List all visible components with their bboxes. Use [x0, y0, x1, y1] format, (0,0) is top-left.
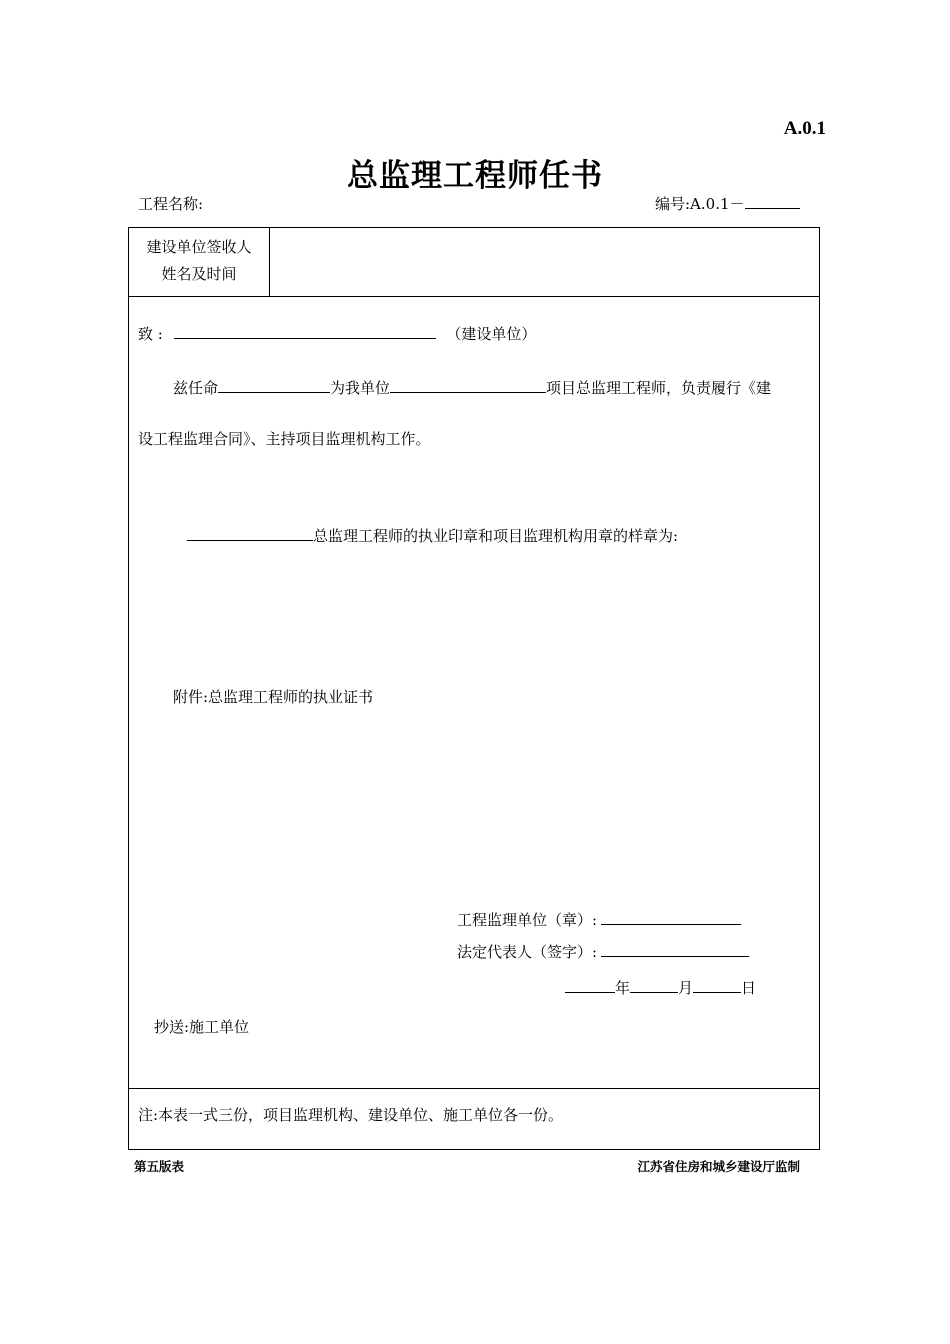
date-line: 年 月 日: [565, 976, 756, 998]
appointee-blank[interactable]: [218, 376, 330, 393]
project-blank[interactable]: [390, 376, 546, 393]
to-line: [138, 316, 536, 344]
year-blank[interactable]: [565, 976, 615, 993]
divider: [129, 296, 819, 297]
appoint-line-2: 设工程监理合同》、主持项目监理机构工作。: [138, 430, 431, 448]
cc-line: 抄送:施工单位: [154, 1018, 250, 1036]
engineer-blank[interactable]: [187, 524, 313, 541]
number-blank[interactable]: [745, 194, 800, 209]
page-title: 总监理工程师任书: [347, 158, 603, 194]
rep-line: 法定代表人（签字）:: [457, 940, 749, 962]
attachment: 附件:总监理工程师的执业证书: [173, 688, 374, 706]
to-label: 致 :: [138, 325, 163, 343]
seal-line: 总监理工程师的执业印章和项目监理机构用章的样章为:: [187, 524, 678, 546]
note: 注:本表一式三份，项目监理机构、建设单位、施工单位各一份。: [138, 1106, 564, 1124]
unit-line: 工程监理单位（章）:: [457, 908, 741, 930]
receiver-field[interactable]: [271, 230, 817, 294]
footer-left: 第五版表: [134, 1159, 185, 1174]
project-name-label: 工程名称:: [138, 195, 204, 213]
month-blank[interactable]: [630, 976, 678, 993]
number-label: 编号:A.0.1－: [655, 195, 745, 213]
divider: [129, 1088, 819, 1089]
rep-blank[interactable]: [601, 940, 749, 957]
form-frame: [128, 227, 820, 1150]
to-suffix: （建设单位）: [446, 325, 537, 343]
divider: [269, 228, 270, 296]
form-code: A.0.1: [783, 118, 826, 139]
appoint-line: 兹任命 为我单位 项目总监理工程师，负责履行《建: [173, 376, 771, 398]
unit-blank[interactable]: [601, 908, 741, 925]
day-blank[interactable]: [693, 976, 741, 993]
footer-right: 江苏省住房和城乡建设厅监制: [637, 1159, 800, 1174]
receiver-label: 建设单位签收人 姓名及时间: [146, 238, 252, 283]
number-field: [655, 193, 800, 214]
to-blank[interactable]: [174, 316, 436, 339]
